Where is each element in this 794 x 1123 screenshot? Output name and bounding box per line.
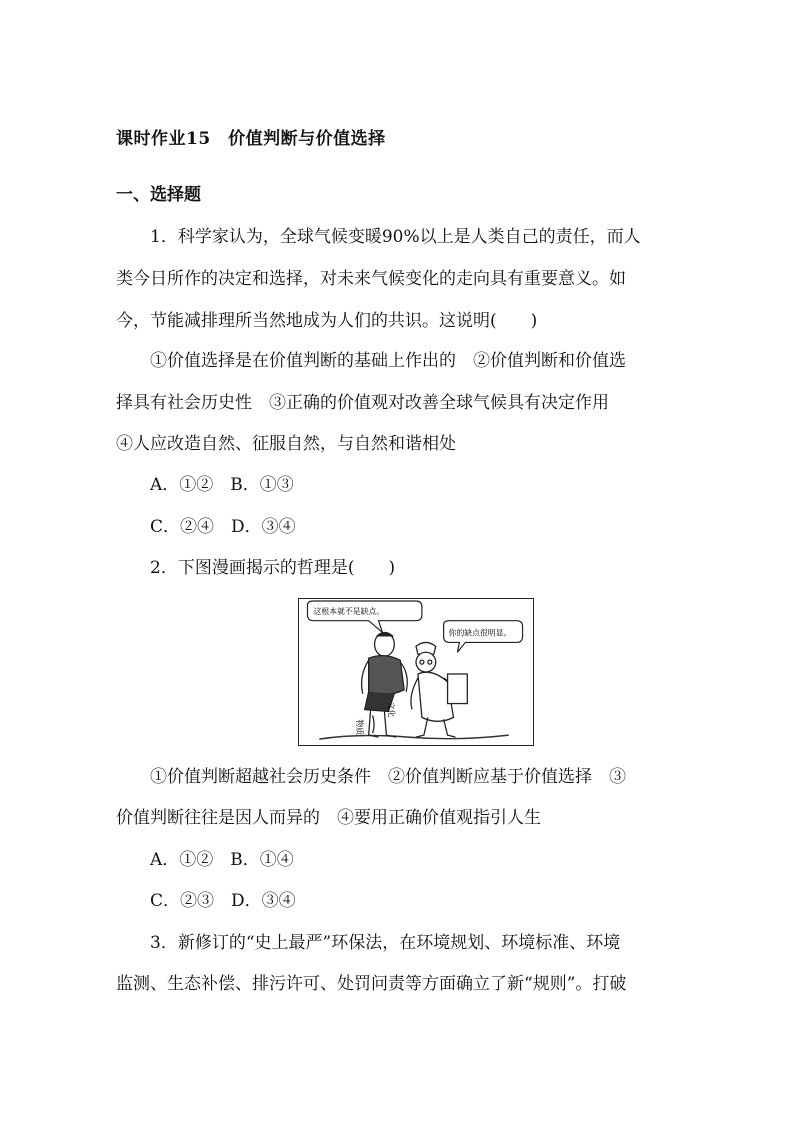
q2-options-ab: A．①② B．①④ [150, 850, 294, 870]
cartoon-image [298, 598, 534, 746]
speech-bubble-right [444, 621, 523, 653]
q1-line-6: ④人应改造自然、征服自然，与自然和谐相处 [116, 434, 456, 454]
doctor-figure [411, 642, 467, 737]
q1-options-ab: A．①② B．①③ [150, 475, 294, 495]
q1-line-2: 类今日所作的决定和选择，对未来气候变化的走向具有重要意义。如 [116, 269, 626, 289]
tag-left-text: 物质 [354, 719, 364, 736]
section-heading: 一、选择题 [116, 185, 201, 205]
q2-options-cd: C．②③ D．③④ [150, 891, 296, 911]
q2-line-2: 价值判断往往是因人而异的 ④要用正确价值观指引人生 [116, 808, 541, 828]
tag-right-text: 文化 [386, 701, 396, 718]
q1-line-1: 1．科学家认为，全球气候变暖90%以上是人类自己的责任，而人 [150, 227, 641, 247]
q3-line-1: 3．新修订的“史上最严”环保法，在环境规划、环境标准、环境 [150, 933, 621, 953]
bubble-right-text: 你的缺点很明显。 [448, 628, 512, 638]
q2-line-1: ①价值判断超越社会历史条件 ②价值判断应基于价值选择 ③ [150, 767, 626, 787]
page-title: 课时作业15 价值判断与价值选择 [116, 129, 386, 149]
q1-line-5: 择具有社会历史性 ③正确的价值观对改善全球气候具有决定作用 [116, 393, 609, 413]
q3-line-2: 监测、生态补偿、排污许可、处罚问责等方面确立了新“规则”。打破 [116, 974, 627, 994]
q2-stem: 2．下图漫画揭示的哲理是( ) [150, 558, 396, 578]
q1-line-4: ①价值选择是在价值判断的基础上作出的 ②价值判断和价值选 [150, 351, 626, 371]
bubble-left-text: 这根本就不是缺点。 [313, 606, 385, 616]
speech-bubble-left [307, 601, 421, 633]
q1-line-3: 今，节能减排理所当然地成为人们的共识。这说明( ) [116, 311, 538, 331]
q1-options-cd: C．②④ D．③④ [150, 517, 296, 537]
tall-man-figure [362, 633, 408, 738]
